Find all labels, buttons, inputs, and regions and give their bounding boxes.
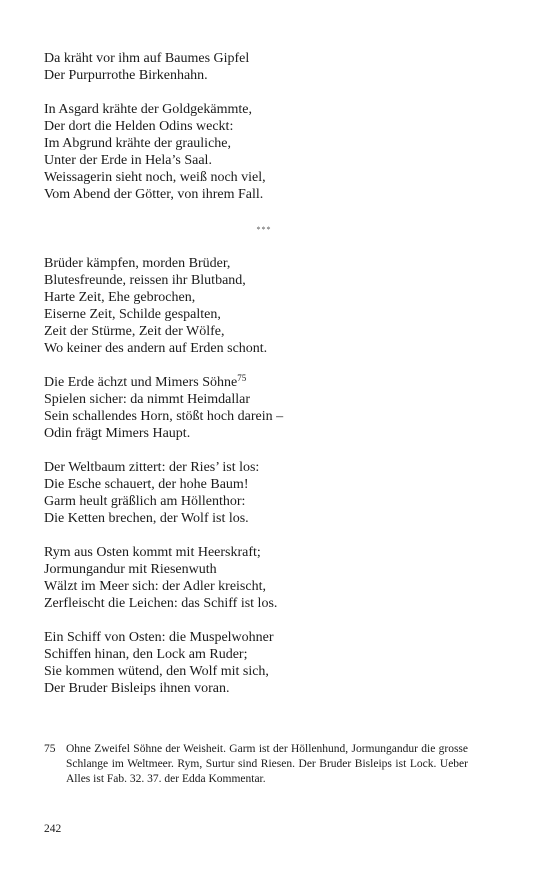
verse-line: Sie kommen wütend, den Wolf mit sich, bbox=[44, 664, 269, 679]
verse-line: Der dort die Helden Odins weckt: bbox=[44, 119, 234, 134]
verse-line: Ein Schiff von Osten: die Muspelwohner bbox=[44, 630, 274, 645]
verse-line: Schiffen hinan, den Lock am Ruder; bbox=[44, 647, 248, 662]
verse-line: Die Ketten brechen, der Wolf ist los. bbox=[44, 511, 249, 526]
stanza-2 bbox=[44, 101, 484, 203]
verse-line: Der Weltbaum zittert: der Ries’ ist los: bbox=[44, 460, 260, 475]
stanza-5 bbox=[44, 459, 484, 527]
verse-line: Zeit der Stürme, Zeit der Wölfe, bbox=[44, 324, 225, 339]
section-separator: *** bbox=[256, 225, 272, 234]
stanza-3 bbox=[44, 255, 484, 357]
footnote-text: Ohne Zweifel Söhne der Weisheit. Garm ist der Höllenhund, Jormungandur die grosse Schlange im Weltmeer. Rym, Surtur sind Riesen. Der Bruder Bisleips ist Lock. Ueber Alles ist Fab. 32. 37. der Edda Kommentar. bbox=[66, 743, 468, 785]
page-number: 242 bbox=[44, 823, 62, 835]
stanza-7 bbox=[44, 629, 484, 697]
footnote-reference[interactable]: 75 bbox=[237, 373, 247, 383]
stanza-6 bbox=[44, 544, 484, 612]
verse-line: Sein schallendes Horn, stößt hoch darein – bbox=[44, 409, 284, 424]
verse-line: Zerfleischt die Leichen: das Schiff ist los. bbox=[44, 596, 278, 611]
stanza-4 bbox=[44, 374, 484, 442]
verse-line: In Asgard krähte der Goldgekämmte, bbox=[44, 102, 252, 117]
verse-line: Blutesfreunde, reissen ihr Blutband, bbox=[44, 273, 246, 288]
verse-line: Da kräht vor ihm auf Baumes Gipfel bbox=[44, 51, 250, 66]
verse-line: Wo keiner des andern auf Erden schont. bbox=[44, 341, 268, 356]
verse-line: Garm heult gräßlich am Höllenthor: bbox=[44, 494, 246, 509]
verse-line: Die Esche schauert, der hohe Baum! bbox=[44, 477, 249, 492]
verse-line: Spielen sicher: da nimmt Heimdallar bbox=[44, 392, 251, 407]
verse-line: Wälzt im Meer sich: der Adler kreischt, bbox=[44, 579, 266, 594]
verse-line-with-footnote bbox=[44, 374, 484, 391]
footnote bbox=[44, 742, 468, 787]
verse-line: Vom Abend der Götter, von ihrem Fall. bbox=[44, 187, 264, 202]
verse-line: Weissagerin sieht noch, weiß noch viel, bbox=[44, 170, 266, 185]
verse-line: Jormungandur mit Riesenwuth bbox=[44, 562, 217, 577]
verse-line: Rym aus Osten kommt mit Heerskraft; bbox=[44, 545, 261, 560]
footnote-number: 75 bbox=[44, 743, 56, 755]
poem bbox=[44, 50, 484, 714]
verse-text: Die Erde ächzt und Mimers Söhne bbox=[44, 375, 238, 390]
verse-line: Unter der Erde in Hela’s Saal. bbox=[44, 153, 212, 168]
verse-line: Eiserne Zeit, Schilde gespalten, bbox=[44, 307, 221, 322]
stanza-1 bbox=[44, 50, 484, 84]
verse-line: Im Abgrund krähte der grauliche, bbox=[44, 136, 231, 151]
verse-line: Der Purpurrothe Birkenhahn. bbox=[44, 68, 208, 83]
verse-line: Brüder kämpfen, morden Brüder, bbox=[44, 256, 231, 271]
verse-line: Der Bruder Bisleips ihnen voran. bbox=[44, 681, 230, 696]
verse-line: Harte Zeit, Ehe gebrochen, bbox=[44, 290, 196, 305]
verse-line: Odin frägt Mimers Haupt. bbox=[44, 426, 191, 441]
